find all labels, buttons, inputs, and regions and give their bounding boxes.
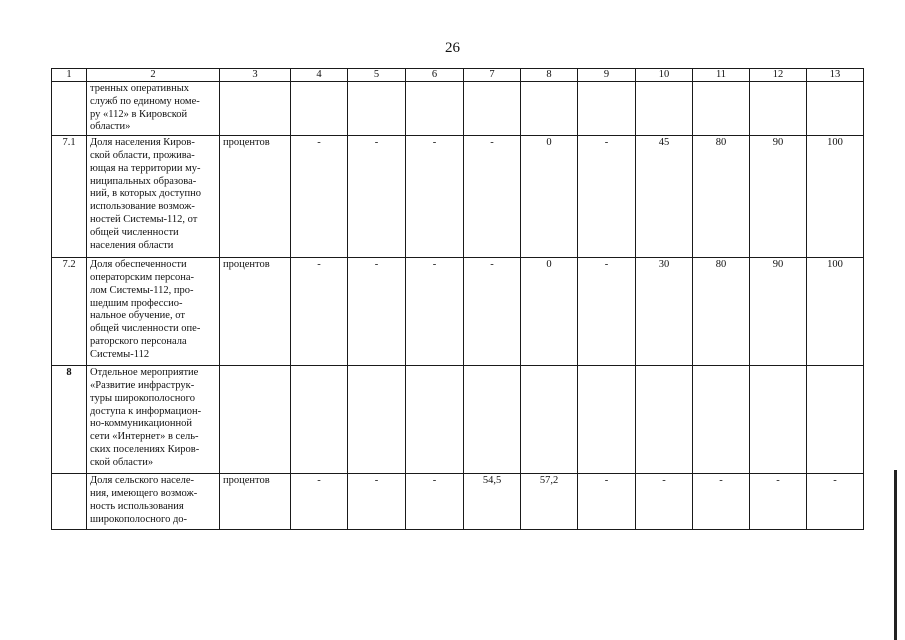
row-value: - (578, 474, 636, 530)
row-value (578, 366, 636, 474)
row-value (636, 82, 693, 136)
row-value: 90 (750, 136, 807, 258)
column-header: 11 (693, 69, 750, 82)
row-description: Отдельное мероприятие «Развитие инфраструк- туры широкополосного доступа к информацион- но-коммуникационной сети «Интернет» в сель- ских поселениях Киров- ской области» (87, 366, 220, 474)
row-value (807, 366, 864, 474)
column-header: 3 (220, 69, 291, 82)
table-row (52, 474, 864, 530)
table-row (52, 258, 864, 366)
row-value (464, 366, 521, 474)
row-unit: процентов (220, 136, 291, 258)
column-header: 1 (52, 69, 87, 82)
row-value: - (348, 258, 406, 366)
row-value: - (750, 474, 807, 530)
row-number (52, 474, 87, 530)
row-description: Доля населения Киров- ской области, прожива- ющая на территории му- ниципальных образова- ний, в которых доступно использование возмож- ностей Системы-112, от общей численности населения области (87, 136, 220, 258)
row-unit: процентов (220, 474, 291, 530)
row-unit: процентов (220, 258, 291, 366)
table-row (52, 82, 864, 136)
row-value (521, 82, 578, 136)
page-number: 26 (445, 40, 460, 56)
row-number: 7.1 (52, 136, 87, 258)
column-header: 4 (291, 69, 348, 82)
row-value: - (406, 258, 464, 366)
column-header: 10 (636, 69, 693, 82)
column-header: 7 (464, 69, 521, 82)
column-header: 2 (87, 69, 220, 82)
row-value: 100 (807, 136, 864, 258)
column-header: 6 (406, 69, 464, 82)
table-row (52, 366, 864, 474)
row-value (750, 366, 807, 474)
column-header: 12 (750, 69, 807, 82)
scan-edge-line (894, 470, 897, 640)
row-value: - (291, 258, 348, 366)
row-value: - (578, 258, 636, 366)
column-header: 13 (807, 69, 864, 82)
row-value: - (406, 474, 464, 530)
row-value: 45 (636, 136, 693, 258)
row-value (291, 82, 348, 136)
row-value (348, 366, 406, 474)
column-number-row (52, 69, 864, 82)
row-value: - (578, 136, 636, 258)
indicators-table (51, 68, 864, 530)
column-header: 5 (348, 69, 406, 82)
row-value: 57,2 (521, 474, 578, 530)
row-value (464, 82, 521, 136)
row-value (807, 82, 864, 136)
row-value (578, 82, 636, 136)
row-value: - (406, 136, 464, 258)
row-value: 100 (807, 258, 864, 366)
row-unit (220, 82, 291, 136)
row-value: - (807, 474, 864, 530)
row-value (521, 366, 578, 474)
row-value (693, 82, 750, 136)
row-number: 8 (52, 366, 87, 474)
row-value: 90 (750, 258, 807, 366)
row-description: Доля обеспеченности операторским персона- лом Системы-112, про- шедшим профессио- нальное обучение, от общей численности опе- раторского персонала Системы-112 (87, 258, 220, 366)
column-header: 8 (521, 69, 578, 82)
row-value: - (291, 136, 348, 258)
row-value: - (348, 474, 406, 530)
row-value: - (291, 474, 348, 530)
row-value: 54,5 (464, 474, 521, 530)
row-value (636, 366, 693, 474)
row-value: 0 (521, 258, 578, 366)
row-description: тренных оперативных служб по единому номе- ру «112» в Кировской области» (87, 82, 220, 136)
row-value: 0 (521, 136, 578, 258)
row-description: Доля сельского населе- ния, имеющего возмож- ность использования широкополосного до- (87, 474, 220, 530)
row-value (406, 366, 464, 474)
row-value: 30 (636, 258, 693, 366)
row-value: - (636, 474, 693, 530)
row-value: - (464, 136, 521, 258)
row-value: - (464, 258, 521, 366)
row-value: 80 (693, 258, 750, 366)
row-value: 80 (693, 136, 750, 258)
row-value (750, 82, 807, 136)
row-value (693, 366, 750, 474)
row-value: - (348, 136, 406, 258)
row-number: 7.2 (52, 258, 87, 366)
row-value (348, 82, 406, 136)
table-row (52, 136, 864, 258)
row-value (406, 82, 464, 136)
row-unit (220, 366, 291, 474)
column-header: 9 (578, 69, 636, 82)
row-value: - (693, 474, 750, 530)
row-value (291, 366, 348, 474)
row-number (52, 82, 87, 136)
